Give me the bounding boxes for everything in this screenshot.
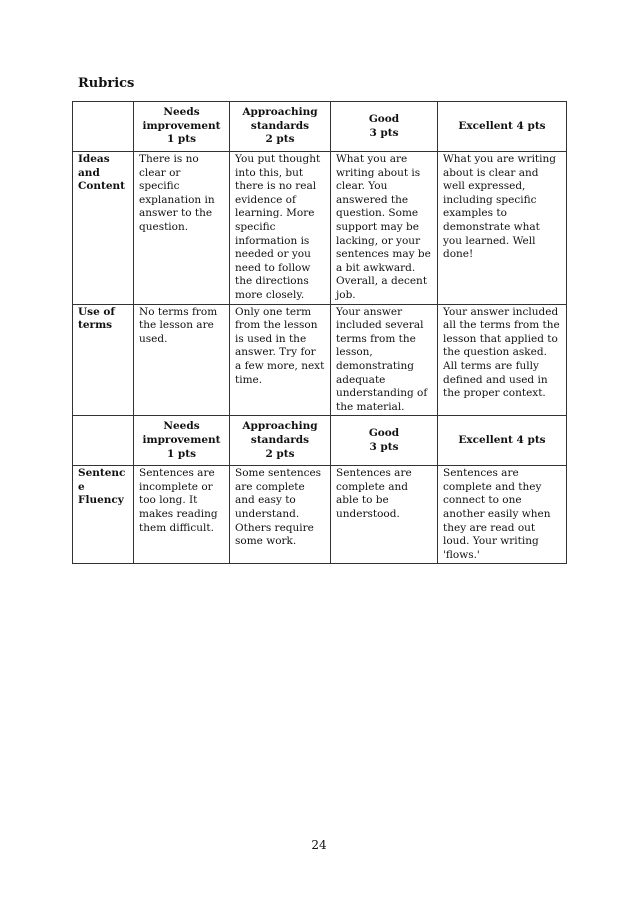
rubric-cell: What you are writing about is clear. You answered the question. Some support may be lacking, or your sentences may be a bit awkward. Overall, a decent job.: [331, 152, 438, 305]
header-label: Approaching standards 2 pts: [242, 106, 318, 146]
rubric-cell: Your answer included all the terms from the lesson that applied to the question asked. All terms are fully defined and used in the proper context.: [438, 304, 567, 416]
rubric-cell: There is no clear or specific explanation in answer to the question.: [134, 152, 230, 305]
header-label: Approaching standards 2 pts: [242, 420, 318, 460]
header-row: [73, 102, 567, 152]
criterion-cell: [73, 304, 134, 416]
header-label: Good 3 pts: [368, 112, 400, 139]
rubric-row-sentence-fluency: [73, 466, 567, 564]
page-heading: Rubrics: [78, 76, 135, 91]
rubric-cell: Some sentences are complete and easy to understand. Others require some work.: [230, 466, 331, 564]
header-cell-excellent: [438, 102, 567, 152]
rubric-cell: Sentences are complete and able to be understood.: [331, 466, 438, 564]
header-cell-needs-improvement: [134, 416, 230, 466]
criterion-label: Use of terms: [78, 305, 115, 332]
rubric-cell: Sentences are complete and they connect to one another easily when they are read out loud. Your writing 'flows.': [438, 466, 567, 564]
rubric-cell: Only one term from the lesson is used in the answer. Try for a few more, next time.: [230, 304, 331, 416]
header-label: Needs improvement 1 pts: [142, 420, 221, 460]
header-cell-blank: [73, 102, 134, 152]
header-cell-good: [331, 416, 438, 466]
header-label: Excellent 4 pts: [458, 433, 546, 446]
rubric-cell: No terms from the lesson are used.: [134, 304, 230, 416]
rubric-cell: What you are writing about is clear and well expressed, including specific examples to demonstrate what you learned. Well done!: [438, 152, 567, 305]
header-label: Good 3 pts: [368, 427, 400, 453]
header-cell-approaching-standards: [230, 416, 331, 466]
header-cell-excellent: [438, 416, 567, 466]
criterion-cell: [73, 152, 134, 305]
rubric-row-ideas-content: [73, 152, 567, 305]
criterion-cell: [73, 466, 134, 564]
header-label: Excellent 4 pts: [458, 119, 546, 132]
criterion-label: Ideas and Content: [78, 153, 126, 193]
rubric-cell: Sentences are incomplete or too long. It makes reading them difficult.: [134, 466, 230, 564]
page-number: 24: [311, 838, 327, 852]
rubric-cell: Your answer included several terms from the lesson, demonstrating adequate understanding of the material.: [331, 304, 438, 416]
header-cell-blank: [73, 416, 134, 466]
header-cell-approaching-standards: [230, 102, 331, 152]
header-cell-needs-improvement: [134, 102, 230, 152]
header-label: Needs improvement 1 pts: [142, 106, 221, 146]
criterion-label: Sentence Fluency: [78, 467, 126, 507]
rubric-cell: You put thought into this, but there is no real evidence of learning. More specific information is needed or you need to follow the directions more closely.: [230, 152, 331, 305]
rubric-row-use-of-terms: [73, 304, 567, 416]
rubric-table: [72, 101, 567, 564]
header-row-repeat: [73, 416, 567, 466]
header-cell-good: [331, 102, 438, 152]
